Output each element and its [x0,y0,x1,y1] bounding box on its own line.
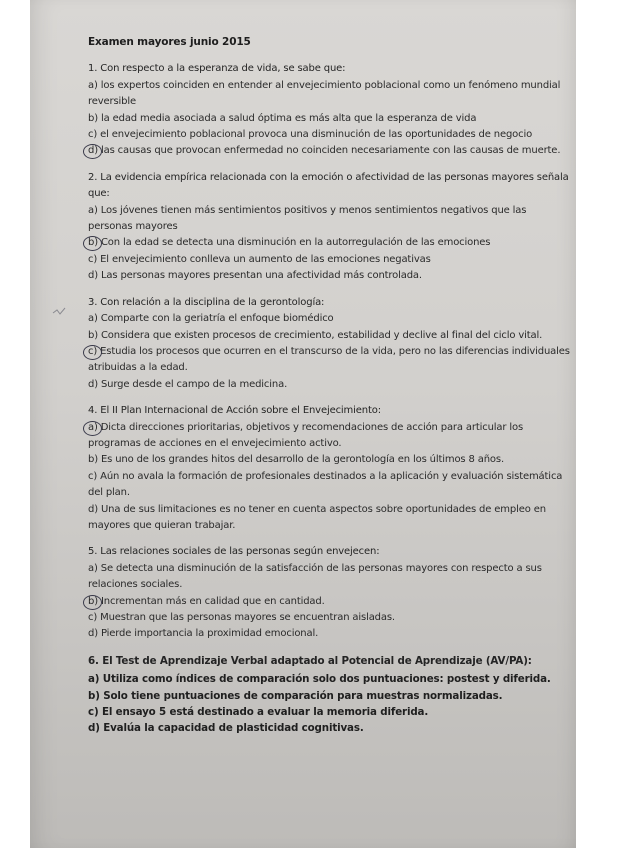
exam-title: Examen mayores junio 2015 [88,36,251,48]
answer-options [88,561,570,643]
answer-option-d: d) Evalúa la capacidad de plasticidad cognitivas. [88,722,364,735]
question-text: 2. La evidencia empírica relacionada con la emoción o afectividad de las personas mayores señala que: [88,171,569,200]
answer-option-c: c) El envejecimiento conlleva un aumento de las emociones negativas [88,253,431,265]
answer-option-c: c) Muestran que las personas mayores se encuentran aisladas. [88,612,395,623]
answer-option-d-selected: d) las causas que provocan enfermedad no coinciden necesariamente con las causas de muerte. [88,143,570,159]
question-text: 3. Con relación a la disciplina de la gerontología: [88,296,325,308]
exam-sheet [30,0,576,848]
answer-option-d: d) Surge desde el campo de la medicina. [88,378,288,390]
question-3 [88,295,570,393]
answer-option-b-selected: b) Incrementan más en calidad que en cantidad. [88,594,570,610]
answer-options [88,311,570,393]
exam-content [88,34,570,747]
question-text: 1. Con respecto a la esperanza de vida, se sabe que: [88,63,346,75]
answer-option-a: a) Utiliza como índices de comparación solo dos puntuaciones: postest y diferida. [88,673,551,686]
answer-option-a: a) Los jóvenes tienen más sentimientos positivos y menos sentimientos negativos que las personas mayores [88,204,527,233]
answer-option-a: a) Se detecta una disminución de la satisfacción de las personas mayores con respecto a sus relaciones sociales. [88,562,542,591]
answer-option-c: c) Aún no avala la formación de profesionales destinados a la aplicación y evaluación sistemática del plan. [88,470,563,499]
answer-options [88,671,570,737]
answer-option-b: b) Es uno de los grandes hitos del desarrollo de la gerontología en los últimos 8 años. [88,454,504,466]
pen-tick-mark-icon [52,307,66,317]
answer-option-d: d) Las personas mayores presentan una afectividad más controlada. [88,270,422,282]
answer-option-d: d) Una de sus limitaciones es no tener en cuenta aspectos sobre oportunidades de empleo en mayores que quieran trabajar. [88,503,546,531]
answer-options [88,420,570,535]
question-text: 4. El II Plan Internacional de Acción sobre el Envejecimiento: [88,405,381,417]
answer-option-a-selected: a) Dicta direcciones prioritarias, objetivos y recomendaciones de acción para articular los programas de acciones en el envejecimiento activo. [88,420,570,453]
question-6 [88,653,570,737]
question-5 [88,544,570,642]
answer-option-a: a) Comparte con la geriatría el enfoque biomédico [88,313,334,325]
question-text: 6. El Test de Aprendizaje Verbal adaptado al Potencial de Aprendizaje (AV/PA): [88,654,532,667]
answer-option-b: b) Solo tiene puntuaciones de comparación para muestras normalizadas. [88,689,503,702]
question-text: 5. Las relaciones sociales de las personas según envejecen: [88,546,380,558]
answer-option-b: b) Considera que existen procesos de crecimiento, estabilidad y declive al final del ciclo vital. [88,329,543,341]
answer-option-c: c) el envejecimiento poblacional provoca una disminución de las oportunidades de negocio [88,129,533,141]
answer-option-c-selected: c) Estudia los procesos que ocurren en el transcurso de la vida, pero no las diferencias individuales atribuidas a la edad. [88,344,570,377]
answer-option-b: b) la edad media asociada a salud óptima es más alta que la esperanza de vida [88,112,477,124]
question-2 [88,170,570,285]
answer-option-a: a) los expertos coinciden en entender al envejecimiento poblacional como un fenómeno mundial reversible [88,79,561,108]
answer-options [88,203,570,285]
answer-option-c: c) El ensayo 5 está destinado a evaluar la memoria diferida. [88,706,429,719]
answer-option-b-selected: b) Con la edad se detecta una disminución en la autorregulación de las emociones [88,235,570,251]
answer-options [88,78,570,160]
question-1 [88,61,570,159]
answer-option-d: d) Pierde importancia la proximidad emocional. [88,628,319,640]
question-4 [88,403,570,534]
